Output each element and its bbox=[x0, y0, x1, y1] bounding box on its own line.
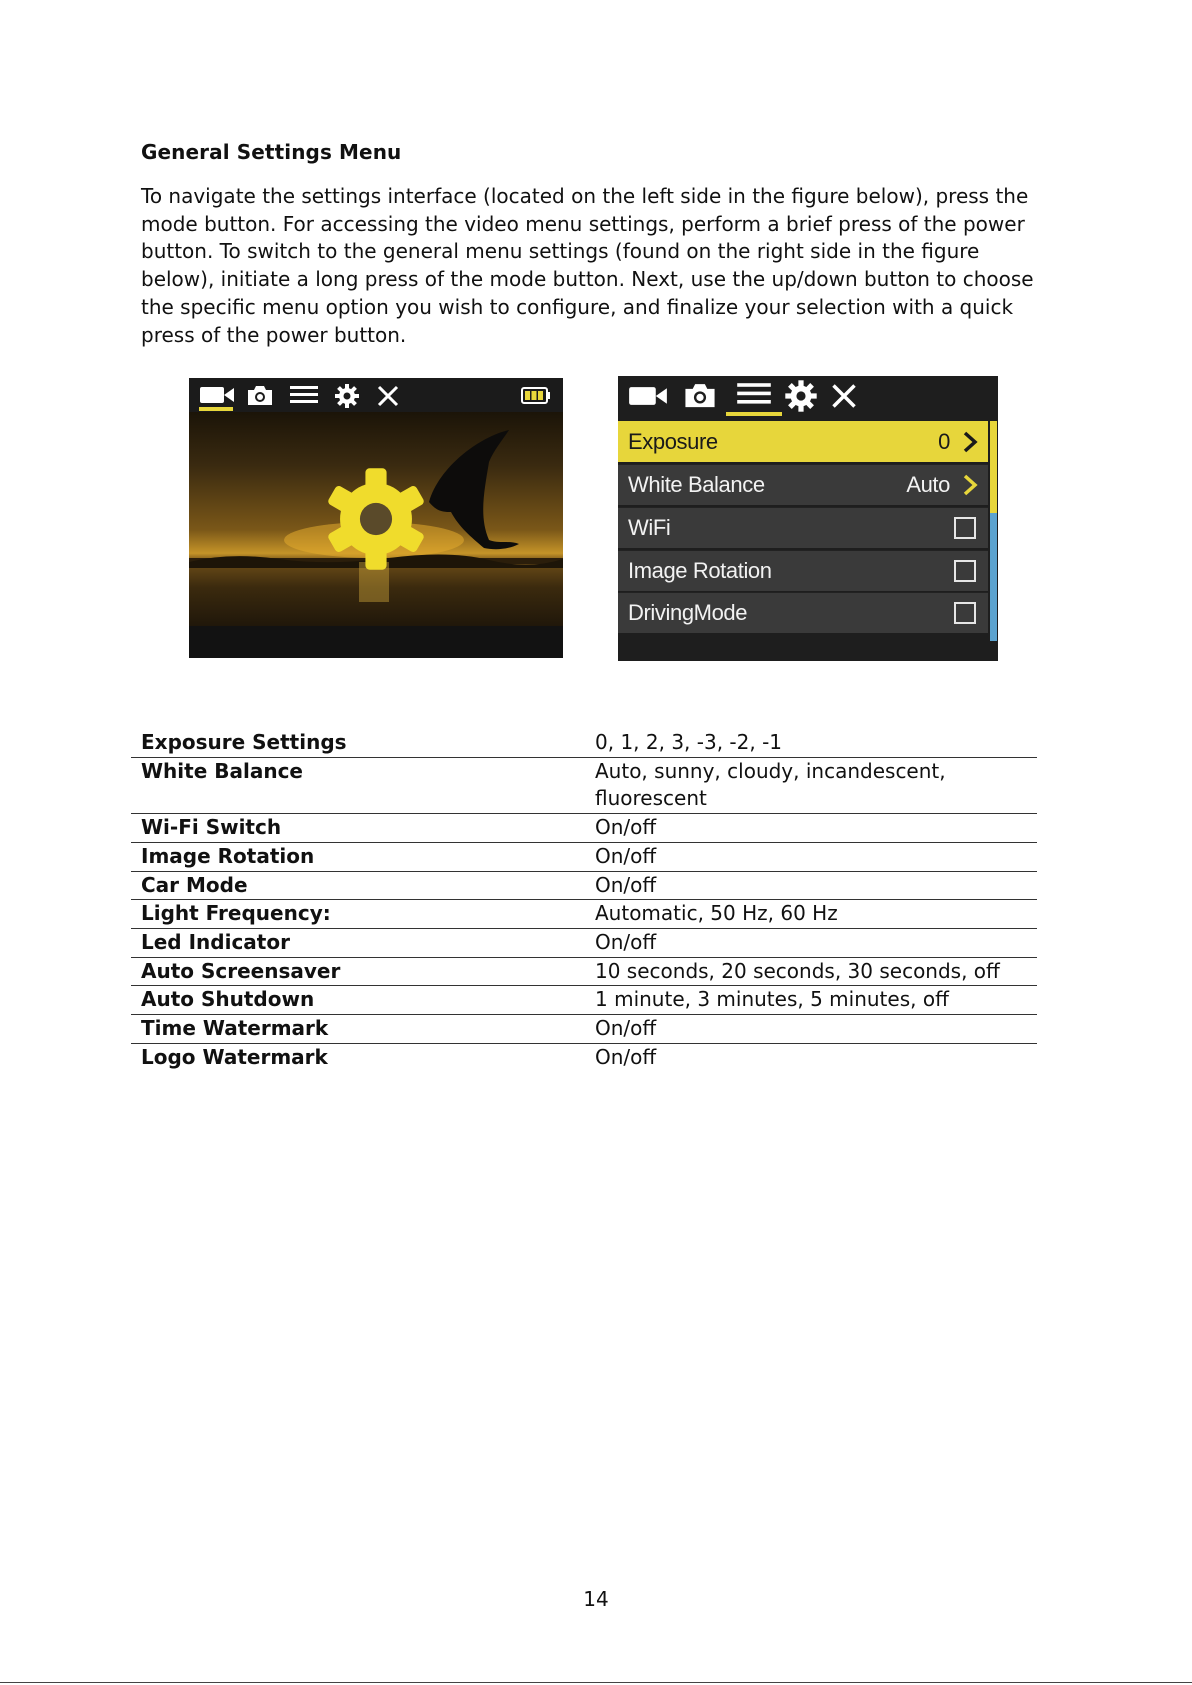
footer-divider bbox=[0, 1682, 1192, 1683]
menu-item-label: WiFi bbox=[628, 515, 671, 540]
intro-line: button. To switch to the general menu settings (found on the right side in the figure bbox=[141, 239, 980, 264]
setting-name: Time Watermark bbox=[141, 1016, 329, 1041]
setting-options: On/off bbox=[595, 1044, 657, 1069]
setting-name: White Balance bbox=[141, 758, 303, 783]
mode-tab-bar bbox=[189, 378, 563, 412]
gear-icon bbox=[784, 379, 818, 413]
menu-item-label: White Balance bbox=[628, 472, 765, 497]
table-row bbox=[131, 757, 1037, 813]
menu-scrollbar-thumb[interactable] bbox=[990, 421, 997, 513]
setting-name: Auto Shutdown bbox=[141, 987, 315, 1012]
table-row bbox=[131, 900, 1037, 929]
setting-options: 0, 1, 2, 3, -3, -2, -1 bbox=[595, 730, 783, 754]
menu-item-value: 0 bbox=[938, 428, 950, 454]
menu-item-label: DrivingMode bbox=[628, 600, 748, 625]
setting-options: Automatic, 50 Hz, 60 Hz bbox=[595, 901, 838, 926]
menu-item-white-balance[interactable] bbox=[618, 464, 988, 505]
table-row bbox=[131, 957, 1037, 986]
setting-name: Light Frequency: bbox=[141, 901, 331, 926]
table-row bbox=[131, 986, 1037, 1015]
setting-options: On/off bbox=[595, 843, 657, 868]
intro-line: mode button. For accessing the video menu settings, perform a brief press of the power bbox=[141, 211, 1025, 236]
section-heading: General Settings Menu bbox=[141, 140, 402, 164]
table-row bbox=[131, 928, 1037, 957]
menu-item-value: Auto bbox=[906, 472, 950, 497]
close-icon bbox=[830, 382, 858, 410]
battery-icon bbox=[521, 387, 551, 404]
photo-camera-icon bbox=[246, 383, 274, 407]
intro-line: the specific menu option you wish to configure, and finalize your selection with a quick bbox=[141, 294, 1014, 319]
checkbox[interactable] bbox=[954, 602, 976, 624]
settings-options-table bbox=[131, 729, 1037, 1071]
menu-item-label: Exposure bbox=[628, 428, 718, 454]
setting-name: Car Mode bbox=[141, 872, 248, 897]
chevron-right-icon bbox=[962, 431, 978, 453]
setting-name: Exposure Settings bbox=[141, 730, 347, 754]
table-row bbox=[131, 814, 1037, 843]
gear-icon bbox=[334, 383, 360, 409]
checkbox[interactable] bbox=[954, 560, 976, 582]
menu-item-wifi[interactable] bbox=[618, 507, 988, 548]
menu-item-label: Image Rotation bbox=[628, 558, 772, 583]
gear-icon bbox=[321, 464, 431, 574]
checkbox[interactable] bbox=[954, 517, 976, 539]
setting-options: 1 minute, 3 minutes, 5 minutes, off bbox=[595, 987, 949, 1012]
setting-name: Image Rotation bbox=[141, 843, 315, 868]
active-tab-indicator bbox=[199, 407, 233, 411]
setting-options: 10 seconds, 20 seconds, 30 seconds, off bbox=[595, 958, 1000, 983]
chevron-right-icon bbox=[962, 474, 978, 496]
menu-list-icon bbox=[737, 382, 771, 406]
intro-paragraph bbox=[141, 183, 1041, 349]
setting-options: On/off bbox=[595, 872, 657, 897]
screen-bottom-bar bbox=[189, 626, 563, 658]
active-tab-indicator bbox=[726, 412, 782, 416]
video-camera-icon bbox=[628, 383, 668, 409]
camera-home-screen-figure bbox=[189, 378, 563, 658]
setting-options: On/off bbox=[595, 929, 657, 954]
table-row bbox=[131, 1043, 1037, 1071]
menu-item-driving-mode[interactable] bbox=[618, 592, 988, 633]
page-number: 14 bbox=[583, 1587, 609, 1611]
general-settings-screen-figure bbox=[618, 376, 998, 661]
table-row bbox=[131, 871, 1037, 900]
setting-name: Led Indicator bbox=[141, 929, 290, 954]
table-row bbox=[131, 842, 1037, 871]
setting-name: Auto Screensaver bbox=[141, 958, 341, 983]
setting-options: On/off bbox=[595, 1016, 657, 1041]
photo-camera-icon bbox=[683, 380, 717, 410]
setting-name: Logo Watermark bbox=[141, 1044, 328, 1069]
setting-name: Wi-Fi Switch bbox=[141, 815, 282, 840]
menu-item-exposure[interactable] bbox=[618, 421, 988, 462]
setting-options: Auto, sunny, cloudy, incandescent, fluorescent bbox=[595, 758, 946, 811]
table-row bbox=[131, 729, 1037, 757]
setting-options: On/off bbox=[595, 815, 657, 840]
menu-list-icon bbox=[290, 385, 318, 405]
close-icon bbox=[376, 384, 400, 408]
intro-line: To navigate the settings interface (located on the left side in the figure below), press the bbox=[141, 184, 1029, 208]
intro-line: press of the power button. bbox=[141, 322, 407, 347]
sunset-scene-image bbox=[189, 412, 563, 626]
intro-line: below), initiate a long press of the mode button. Next, use the up/down button to choose bbox=[141, 267, 1034, 292]
video-camera-icon bbox=[199, 384, 235, 406]
menu-item-image-rotation[interactable] bbox=[618, 550, 988, 591]
table-row bbox=[131, 1015, 1037, 1044]
